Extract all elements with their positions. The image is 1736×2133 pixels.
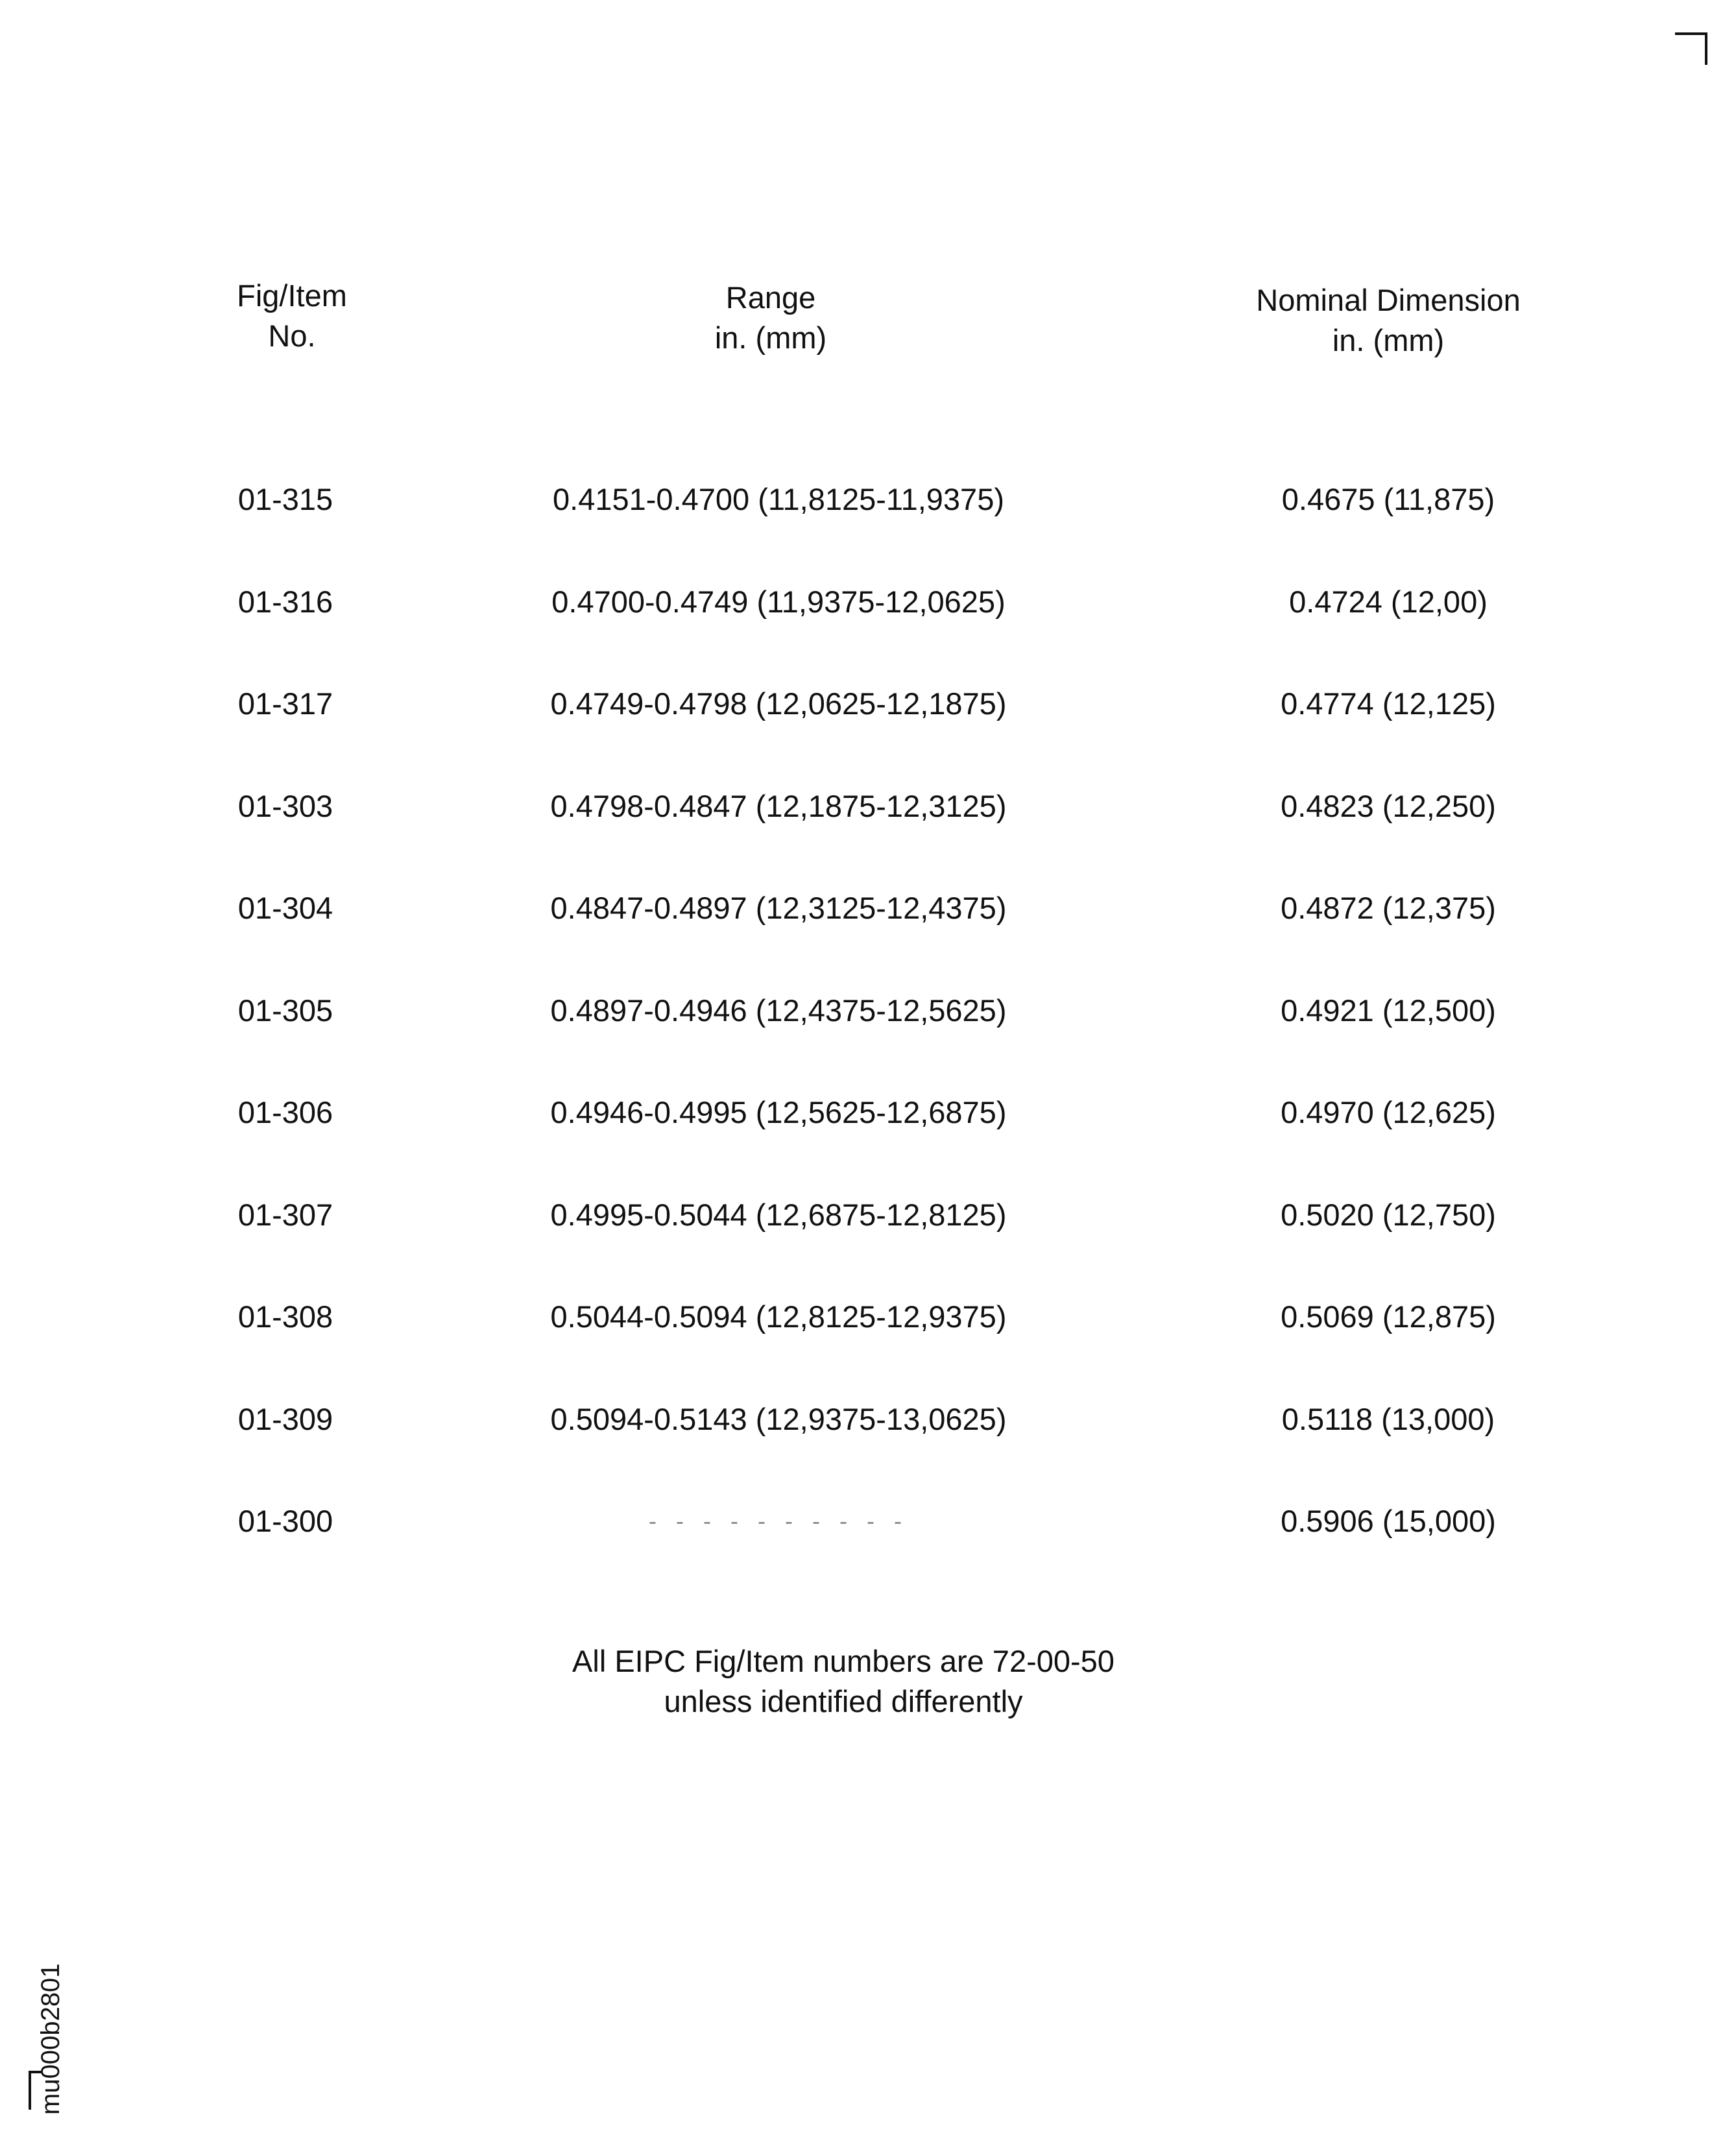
fig-item-cell: 01-316	[237, 584, 333, 619]
footnote-line2: unless identified differently	[664, 1684, 1023, 1718]
table-row	[0, 889, 1736, 991]
header-nominal-line1: Nominal Dimension	[1256, 283, 1521, 317]
nominal-cell: 0.5069 (12,875)	[1281, 1299, 1496, 1334]
range-cell: 0.4847-0.4897 (12,3125-12,4375)	[550, 891, 1007, 925]
table-row	[0, 480, 1736, 583]
fig-item-cell: 01-308	[237, 1299, 333, 1334]
fig-item-cell: 01-317	[237, 686, 333, 721]
range-cell: 0.5094-0.5143 (12,9375-13,0625)	[550, 1401, 1007, 1436]
footnote	[454, 1641, 1233, 1722]
nominal-cell: 0.4921 (12,500)	[1281, 993, 1496, 1028]
nominal-cell: 0.4774 (12,125)	[1281, 686, 1496, 721]
range-cell: 0.4749-0.4798 (12,0625-12,1875)	[550, 686, 1007, 721]
nominal-cell: 0.5906 (15,000)	[1281, 1504, 1496, 1538]
nominal-cell: 0.4675 (11,875)	[1281, 482, 1495, 516]
table-row	[0, 787, 1736, 889]
nominal-cell: 0.5020 (12,750)	[1281, 1197, 1496, 1232]
range-cell: 0.5044-0.5094 (12,8125-12,9375)	[550, 1299, 1007, 1334]
table-row	[0, 1093, 1736, 1196]
header-nominal-dimension	[1207, 280, 1570, 361]
range-cell: 0.4897-0.4946 (12,4375-12,5625)	[550, 993, 1007, 1028]
header-range-line2: in. (mm)	[714, 320, 827, 355]
header-range	[576, 278, 965, 358]
fig-item-cell: 01-307	[237, 1197, 333, 1232]
crop-mark	[1675, 32, 1707, 65]
header-range-line1: Range	[725, 280, 816, 315]
nominal-cell: 0.4872 (12,375)	[1281, 891, 1496, 925]
nominal-cell: 0.5118 (13,000)	[1281, 1401, 1495, 1436]
fig-item-cell: 01-305	[237, 993, 333, 1028]
table-row	[0, 1502, 1736, 1604]
nominal-cell: 0.4823 (12,250)	[1281, 788, 1496, 823]
header-fig-item	[162, 276, 422, 356]
range-cell: 0.4946-0.4995 (12,5625-12,6875)	[550, 1095, 1007, 1129]
fig-item-cell: 01-309	[237, 1401, 333, 1436]
table-row	[0, 1196, 1736, 1298]
header-fig-item-line1: Fig/Item	[237, 278, 347, 313]
table-row	[0, 1400, 1736, 1502]
fig-item-cell: 01-304	[237, 891, 333, 925]
fig-item-cell: 01-300	[237, 1504, 333, 1538]
dimension-table	[0, 480, 1736, 1604]
table-row	[0, 684, 1736, 787]
range-cell: 0.4995-0.5044 (12,6875-12,8125)	[550, 1197, 1007, 1232]
header-nominal-line2: in. (mm)	[1332, 323, 1445, 357]
image-id-label: mu000b2801	[36, 1963, 65, 2115]
footnote-line1: All EIPC Fig/Item numbers are 72-00-50	[572, 1644, 1115, 1678]
range-cell: 0.4151-0.4700 (11,8125-11,9375)	[553, 482, 1004, 516]
range-cell: 0.4798-0.4847 (12,1875-12,3125)	[550, 788, 1007, 823]
fig-item-cell: 01-306	[237, 1095, 333, 1129]
nominal-cell: 0.4724 (12,00)	[1289, 584, 1488, 619]
fig-item-cell: 01-303	[237, 788, 333, 823]
table-row	[0, 1297, 1736, 1400]
table-row	[0, 991, 1736, 1094]
range-cell: 0.4700-0.4749 (11,9375-12,0625)	[551, 584, 1006, 619]
fig-item-cell: 01-315	[237, 482, 333, 516]
header-fig-item-line2: No.	[268, 319, 316, 353]
nominal-cell: 0.4970 (12,625)	[1281, 1095, 1496, 1129]
range-cell-empty: - - - - - - - - - -	[649, 1508, 908, 1534]
table-row	[0, 583, 1736, 685]
